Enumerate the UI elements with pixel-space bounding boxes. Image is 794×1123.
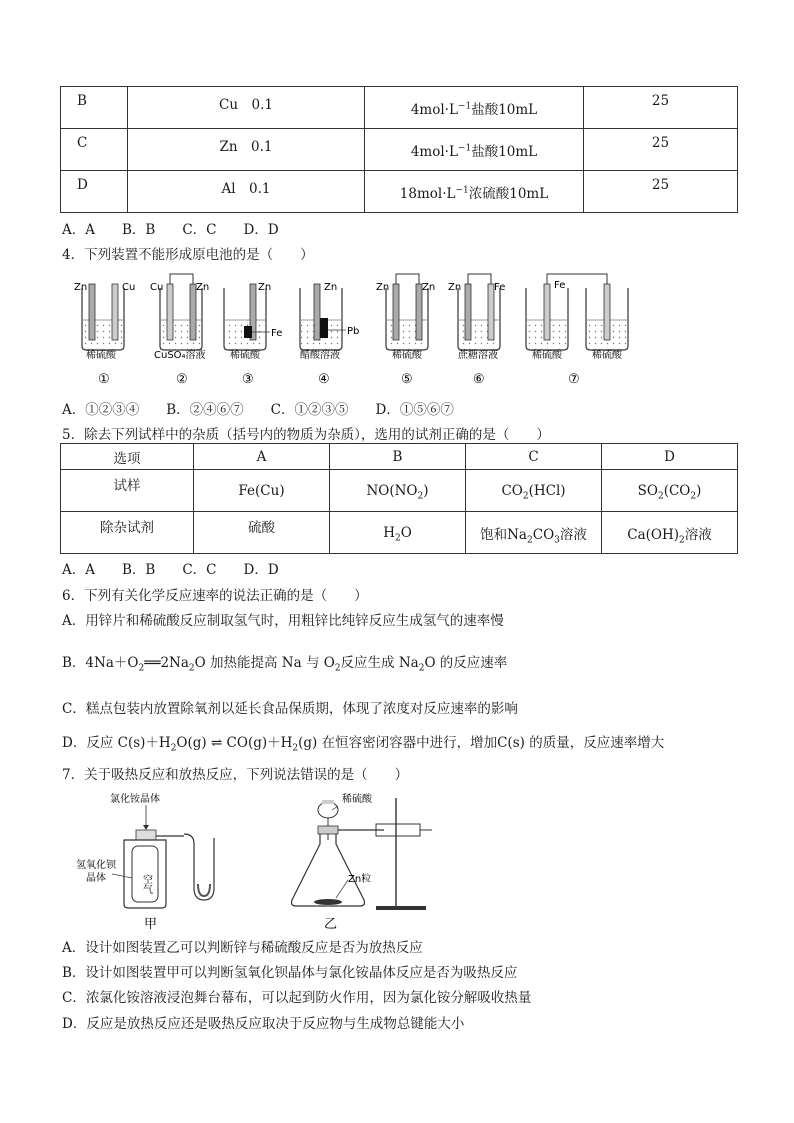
solution-label: 稀硫酸 [86, 350, 116, 361]
formula-sub: 2 [170, 743, 177, 754]
q7-apparatus-figure [66, 788, 446, 934]
q6-option-c: C．糕点包装内放置除氧剂以延长食品保质期，体现了浓度对反应速率的影响 [62, 701, 518, 717]
electrode-label: Zn [448, 282, 462, 293]
q5-options: A．A B．B C．C D．D [62, 562, 279, 578]
acid-label: 稀硫酸 [342, 794, 372, 805]
acid-cell [365, 87, 584, 129]
row-label: C [61, 129, 128, 171]
sample-b [330, 470, 466, 512]
electrode-label: Pb [347, 326, 360, 337]
q7-stem: 7．关于吸热反应和放热反应，下列说法错误的是（ ） [62, 767, 409, 783]
acid-text: 盐酸10mL [471, 101, 538, 118]
electrode-label: Zn [422, 282, 436, 293]
q7-option-d: D．反应是放热反应还是吸热反应取决于反应物与生成物总键能大小 [62, 1016, 465, 1032]
formula-text: (CO [663, 482, 691, 499]
electrode-label: Zn [74, 282, 88, 293]
beaker-number: ② [176, 372, 188, 387]
beaker-6 [448, 274, 505, 387]
baoh-label-2: 晶体 [86, 873, 106, 884]
acid-cell [365, 129, 584, 171]
header-cell: C [466, 444, 602, 470]
beaker-number: ① [98, 372, 110, 387]
metal-cell [128, 87, 365, 129]
temp-text: 25 [651, 177, 670, 193]
solution-label: 稀硫酸 [392, 350, 422, 361]
formula-text: CO [532, 526, 555, 543]
fig-label-jia: 甲 [144, 917, 158, 932]
fig-label-yi: 乙 [324, 917, 338, 932]
q6-option-b [62, 651, 508, 674]
temp-cell [584, 129, 738, 171]
formula-text: ) [423, 482, 429, 499]
row-label: D [61, 171, 128, 213]
acid-text: 18mol·L [399, 185, 456, 202]
formula-sub: 2 [394, 533, 401, 544]
formula-sub: 2 [334, 663, 341, 674]
formula-sub: 2 [138, 663, 145, 674]
electrode-label: Fe [271, 328, 283, 339]
electrode-label: Zn [258, 282, 272, 293]
solution-label: 稀硫酸 [592, 350, 622, 361]
temp-cell [584, 171, 738, 213]
sample-d [602, 470, 738, 512]
temp-text: 25 [651, 93, 670, 109]
nh4cl-label: 氯化铵晶体 [110, 794, 160, 805]
row-label: 除杂试剂 [61, 512, 194, 554]
q7-option-b: B．设计如图装置甲可以判断氢氧化钡晶体与氯化铵晶体反应是否为吸热反应 [62, 965, 518, 981]
header-cell: A [194, 444, 330, 470]
apparatus-yi [292, 792, 433, 932]
apparatus-jia [76, 792, 214, 932]
electrode-label: Zn [324, 282, 338, 293]
formula-text: Ca(OH) [627, 526, 680, 543]
acid-text: 4mol·L [410, 143, 458, 160]
solution-label: 蔗糖溶液 [458, 350, 498, 361]
metal-cell [128, 171, 365, 213]
q6-stem: 6．下列有关化学反应速率的说法正确的是（ ） [62, 588, 368, 604]
beaker-number: ④ [318, 372, 330, 387]
beaker-1 [74, 282, 135, 387]
temp-text: 25 [651, 135, 670, 151]
sample-c [466, 470, 602, 512]
formula-sub: 2 [679, 535, 685, 546]
solution-label: 醋酸溶液 [300, 350, 340, 361]
metal-cell [128, 129, 365, 171]
formula-text: B．4Na＋O [62, 655, 139, 671]
electrode-label: Cu [122, 282, 136, 293]
zn-label: Zn粒 [348, 874, 372, 885]
formula-text: 饱和Na [480, 526, 527, 543]
formula-text: ══2Na [144, 655, 189, 671]
formula-sub: 2 [522, 491, 529, 502]
header-cell: 选项 [61, 444, 194, 470]
beaker-7 [526, 274, 628, 387]
formula-text: O 加热能提高 Na 与 O [194, 655, 335, 671]
formula-text: NO(NO [366, 482, 418, 499]
formula-sub: 2 [418, 663, 425, 674]
formula-sub: 2 [690, 491, 697, 502]
q4-options: A．①②③④ B．②④⑥⑦ C．①②③⑤ D．①⑤⑥⑦ [62, 402, 454, 418]
formula-sub: 2 [657, 491, 664, 502]
q7-option-c: C．浓氯化铵溶液浸泡舞台幕布，可以起到防火作用，因为氯化铵分解吸收热量 [62, 990, 532, 1006]
header-cell: D [602, 444, 738, 470]
electrode-label: Zn [196, 282, 210, 293]
q4-beakers-figure [60, 270, 640, 396]
solution-label: 稀硫酸 [230, 350, 260, 361]
q6-option-d [62, 731, 665, 754]
acid-sup: −1 [457, 101, 472, 111]
electrode-label: Cu [150, 282, 164, 293]
beaker-3 [224, 282, 282, 387]
reagent-d [602, 512, 738, 554]
formula-text: ) [696, 482, 702, 499]
header-cell: B [330, 444, 466, 470]
row-label: 试样 [61, 470, 194, 512]
q7-option-a: A．设计如图装置乙可以判断锌与稀硫酸反应是否为放热反应 [62, 940, 423, 956]
acid-text: 4mol·L [410, 101, 458, 118]
beaker-4 [300, 282, 359, 387]
electrode-label: Zn [376, 282, 390, 293]
reagent-a: 硫酸 [194, 512, 330, 554]
air-label: 空气 [140, 874, 152, 894]
formula-text: 反应生成 Na [340, 655, 419, 671]
solution-label: 稀硫酸 [532, 350, 562, 361]
baoh-label: 氢氧化钡 [76, 860, 116, 871]
acid-sup: −1 [455, 185, 469, 195]
formula-text: 溶液 [559, 526, 587, 543]
formula-text: SO [637, 482, 658, 499]
acid-text: 浓硫酸10mL [468, 185, 549, 202]
electrode-label: Fe [554, 280, 566, 291]
acid-sup: −1 [457, 143, 472, 153]
beaker-number: ③ [242, 372, 254, 387]
formula-text: O(g) ⇌ CO(g)＋H [176, 735, 293, 751]
beaker-number: ⑤ [401, 372, 413, 387]
q3-table [60, 86, 738, 213]
metal-text: Al 0.1 [221, 181, 271, 197]
acid-text: 盐酸10mL [471, 143, 538, 160]
beaker-2 [150, 274, 209, 387]
formula-sub: 2 [527, 535, 533, 546]
reagent-c [466, 512, 602, 554]
electrode-label: Fe [494, 282, 506, 293]
row-label: B [61, 87, 128, 129]
sample-a: Fe(Cu) [194, 470, 330, 512]
formula-text: 溶液 [684, 526, 712, 543]
formula-text: (HCl) [528, 482, 566, 499]
q4-stem: 4．下列装置不能形成原电池的是（ ） [62, 247, 314, 263]
formula-text: H [383, 524, 395, 541]
q5-stem: 5．除去下列试样中的杂质（括号内的物质为杂质），选用的试剂正确的是（ ） [62, 427, 550, 443]
temp-cell [584, 87, 738, 129]
formula-text: O 的反应速率 [424, 655, 508, 671]
formula-sub: 2 [292, 743, 299, 754]
beaker-5 [376, 274, 435, 387]
formula-text: CO [501, 482, 523, 499]
formula-text: D．反应 C(s)＋H [62, 735, 171, 751]
reagent-b [330, 512, 466, 554]
formula-text: O [400, 524, 412, 541]
metal-text: Zn 0.1 [219, 139, 273, 155]
acid-cell [365, 171, 584, 213]
q5-table [60, 443, 738, 554]
formula-sub: 2 [188, 663, 195, 674]
solution-label: CuSO₄溶液 [154, 350, 206, 361]
formula-sub: 3 [554, 535, 560, 546]
formula-text: (g) 在恒容密闭容器中进行，增加C(s) 的质量，反应速率增大 [298, 735, 665, 751]
q3-options: A．A B．B C．C D．D [62, 222, 279, 238]
formula-sub: 2 [417, 491, 424, 502]
metal-text: Cu 0.1 [219, 97, 273, 113]
beaker-number: ⑥ [473, 372, 485, 387]
q6-option-a: A．用锌片和稀硫酸反应制取氢气时，用粗锌比纯锌反应生成氢气的速率慢 [62, 613, 504, 629]
beaker-number: ⑦ [568, 372, 580, 387]
